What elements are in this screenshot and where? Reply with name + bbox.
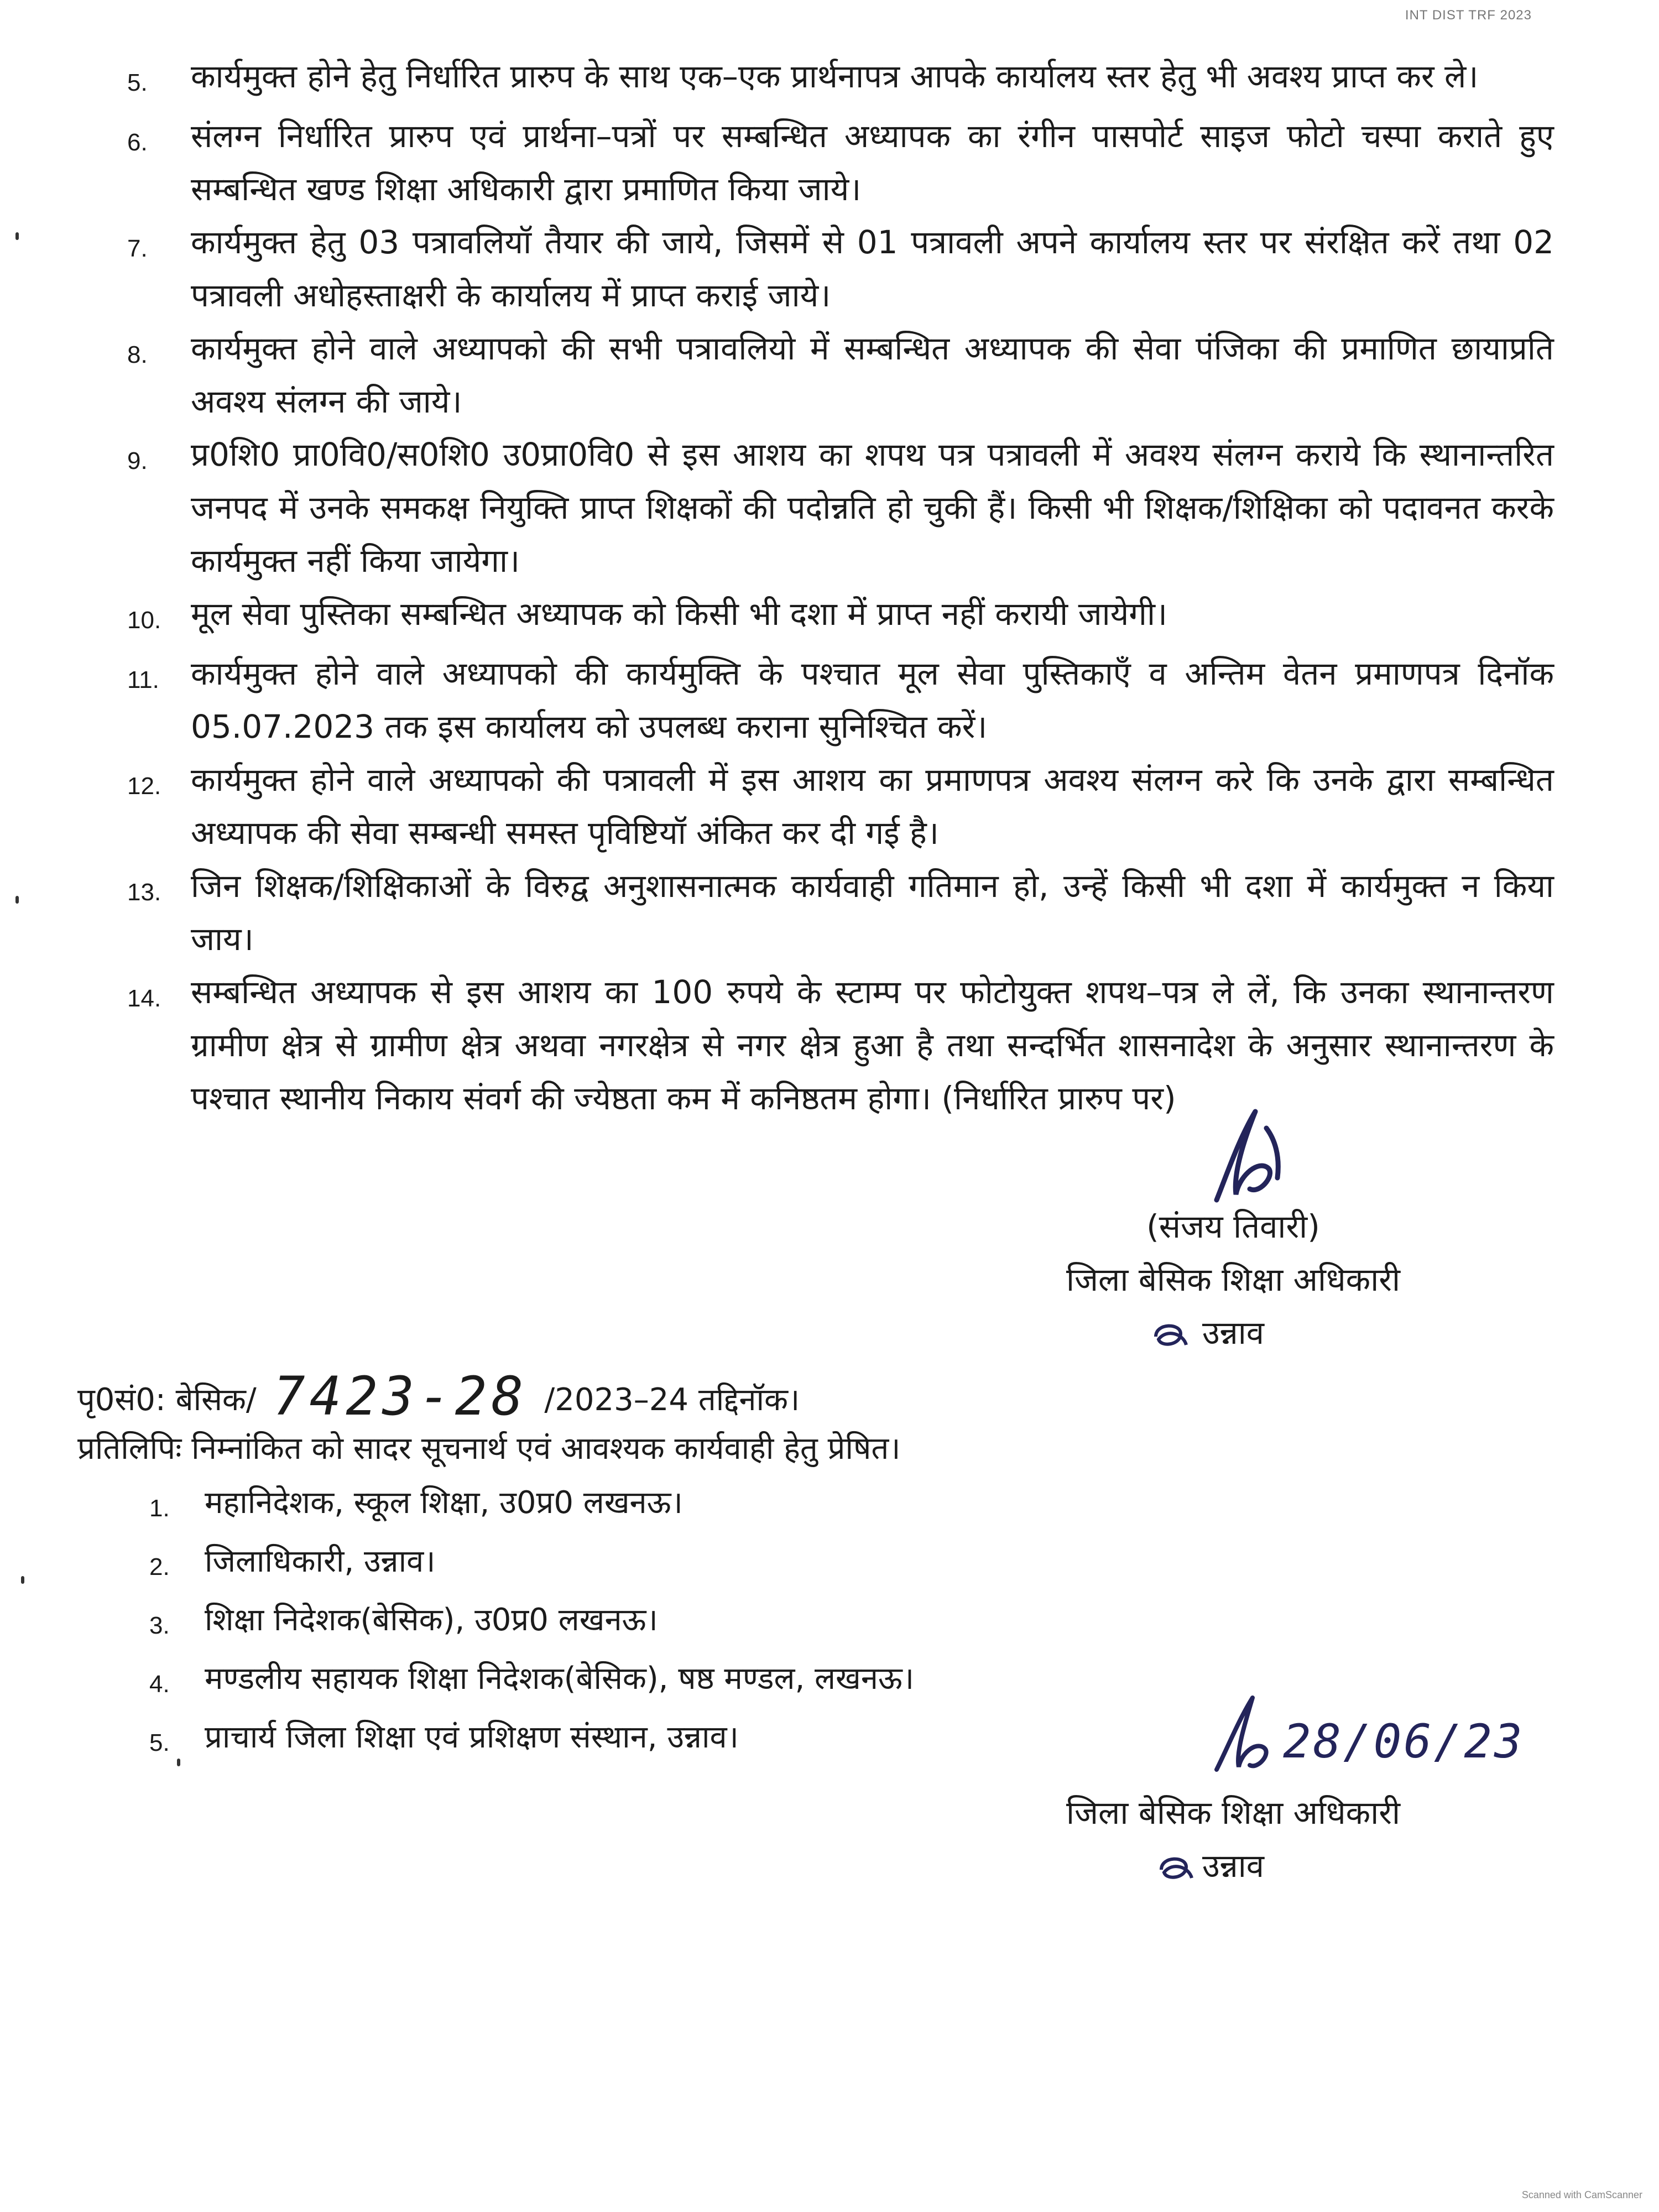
list-item <box>127 753 1554 859</box>
reference-line <box>77 1365 1571 1427</box>
item-text: कार्यमुक्त होने हेतु निर्धारित प्रारुप के साथ एक–एक प्रार्थनापत्र आपके कार्यालय स्तर हेतु भी अवश्य प्राप्त कर ले। <box>191 58 1479 95</box>
signatory-block-2 <box>1012 1786 1454 1892</box>
copy-text: मण्डलीय सहायक शिक्षा निदेशक(बेसिक), षष्ठ मण्डल, लखनऊ। <box>205 1661 915 1697</box>
header-tag: INT DIST TRF 2023 <box>1405 8 1532 23</box>
scan-speck <box>21 1576 24 1584</box>
item-number: 8. <box>127 341 148 368</box>
scan-speck <box>15 896 19 904</box>
list-item <box>127 109 1554 216</box>
list-item <box>127 587 1554 647</box>
initial-mark-icon <box>1156 1850 1194 1884</box>
list-item <box>127 966 1554 1125</box>
copy-text: जिलाधिकारी, उन्नाव। <box>205 1543 436 1579</box>
signature-icon <box>1183 1106 1305 1206</box>
copy-number: 2. <box>149 1553 170 1580</box>
item-text: कार्यमुक्त होने वाले अध्यापको की कार्यमुक्ति के पश्चात मूल सेवा पुस्तिकाएँ व अन्तिम वेतन प्रमाणपत्र दिनॉक 05.07.2023 तक इस कार्यालय को उपलब्ध कराना सुनिश्चित करें। <box>191 655 1554 745</box>
signatory-block <box>1012 1200 1454 1359</box>
item-text: प्र0शि0 प्रा0वि0/स0शि0 उ0प्रा0वि0 से इस आशय का शपथ पत्र पत्रावली में अवश्य संलग्न कराये कि स्थानान्तरित जनपद में उनके समकक्ष नियुक्ति प्राप्त शिक्षकों की पदोन्नति हो चुकी हैं। किसी भी शिक्षक/शिक्षिका को पदावनत करके कार्यमुक्त नहीं किया जायेगा। <box>191 436 1554 580</box>
reference-prefix: पृ0सं0: बेसिक/ <box>77 1382 257 1418</box>
reference-number: 7423-28 <box>273 1365 528 1427</box>
item-number: 10. <box>127 607 161 634</box>
item-number: 11. <box>127 666 159 693</box>
copy-number: 4. <box>149 1671 170 1698</box>
item-text: जिन शिक्षक/शिक्षिकाओं के विरुद्व अनुशासनात्मक कार्यवाही गतिमान हो, उन्हें किसी भी दशा में कार्यमुक्त न किया जाय। <box>191 867 1554 958</box>
initial-mark-icon <box>1150 1317 1189 1350</box>
item-text: कार्यमुक्त हेतु 03 पत्रावलियॉ तैयार की जाये, जिसमें से 01 पत्रावली अपने कार्यालय स्तर पर संरक्षित करें तथा 02 पत्रावली अधोहस्ताक्षरी के कार्यालय में प्राप्त कराई जाये। <box>191 223 1554 314</box>
item-text: सम्बन्धित अध्यापक से इस आशय का 100 रुपये के स्टाम्प पर फोटोयुक्त शपथ–पत्र ले लें, कि उनका स्थानान्तरण ग्रामीण क्षेत्र से ग्रामीण क्षेत्र अथवा नगरक्षेत्र से नगर क्षेत्र हुआ है तथा सन्दर्भित शासनादेश के अनुसार स्थानान्तरण के पश्चात स्थानीय निकाय संवर्ग की ज्येष्ठता कम में कनिष्ठतम होगा। (निर्धारित प्रारुप पर) <box>191 973 1554 1117</box>
item-number: 7. <box>127 235 148 262</box>
signatory-designation: जिला बेसिक शिक्षा अधिकारी <box>1066 1794 1400 1832</box>
reference-suffix: /2023–24 तद्दिनॉक। <box>544 1382 800 1418</box>
copy-item <box>149 1535 1477 1594</box>
list-item <box>127 50 1554 109</box>
item-text: संलग्न निर्धारित प्रारुप एवं प्रार्थना–पत्रों पर सम्बन्धित अध्यापक का रंगीन पासपोर्ट साइज फोटो चस्पा कराते हुए सम्बन्धित खण्ड शिक्षा अधिकारी द्वारा प्रमाणित किया जाये। <box>191 117 1554 208</box>
item-text: मूल सेवा पुस्तिका सम्बन्धित अध्यापक को किसी भी दशा में प्राप्त नहीं करायी जायेगी। <box>191 595 1167 633</box>
copy-item <box>149 1477 1477 1535</box>
instruction-list <box>127 50 1554 1125</box>
copy-number: 3. <box>149 1612 170 1639</box>
copy-intro: प्रतिलिपिः निम्नांकित को सादर सूचनार्थ एवं आवश्यक कार्यवाही हेतु प्रेषित। <box>77 1431 901 1467</box>
list-item <box>127 216 1554 322</box>
signed-date: 28/06/23 <box>1283 1714 1525 1768</box>
signatory-designation: जिला बेसिक शिक्षा अधिकारी <box>1066 1261 1400 1298</box>
list-item <box>127 322 1554 428</box>
item-number: 14. <box>127 985 161 1012</box>
item-number: 13. <box>127 879 161 906</box>
list-item <box>127 647 1554 753</box>
item-number: 12. <box>127 773 161 800</box>
list-item <box>127 428 1554 587</box>
item-text: कार्यमुक्त होने वाले अध्यापको की पत्रावली में इस आशय का प्रमाणपत्र अवश्य संलग्न करे कि उनके द्वारा सम्बन्धित अध्यापक की सेवा सम्बन्धी समस्त पृविष्टियॉ अंकित कर दी गई है। <box>191 761 1554 852</box>
signatory-place: उन्नाव <box>1202 1847 1265 1885</box>
copy-text: प्राचार्य जिला शिक्षा एवं प्रशिक्षण संस्थान, उन्नाव। <box>205 1719 739 1755</box>
item-text: कार्यमुक्त होने वाले अध्यापको की सभी पत्रावलियो में सम्बन्धित अध्यापक की सेवा पंजिका की प्रमाणित छायाप्रति अवश्य संलग्न की जाये। <box>191 330 1554 420</box>
signatory-place: उन्नाव <box>1202 1314 1265 1352</box>
signatory-name: (संजय तिवारी) <box>1146 1208 1320 1245</box>
item-number: 5. <box>127 69 148 96</box>
item-number: 9. <box>127 447 148 474</box>
copy-text: शिक्षा निदेशक(बेसिक), उ0प्र0 लखनऊ। <box>205 1602 658 1638</box>
copy-text: महानिदेशक, स्कूल शिक्षा, उ0प्र0 लखनऊ। <box>205 1485 683 1521</box>
item-number: 6. <box>127 129 148 156</box>
signature-icon <box>1200 1692 1288 1775</box>
list-item <box>127 859 1554 966</box>
copy-item <box>149 1594 1477 1652</box>
copy-number: 1. <box>149 1495 170 1522</box>
scan-speck <box>15 232 19 240</box>
scanner-note: Scanned with CamScanner <box>1521 2189 1642 2200</box>
scan-speck <box>177 1759 180 1766</box>
copy-number: 5. <box>149 1729 170 1756</box>
